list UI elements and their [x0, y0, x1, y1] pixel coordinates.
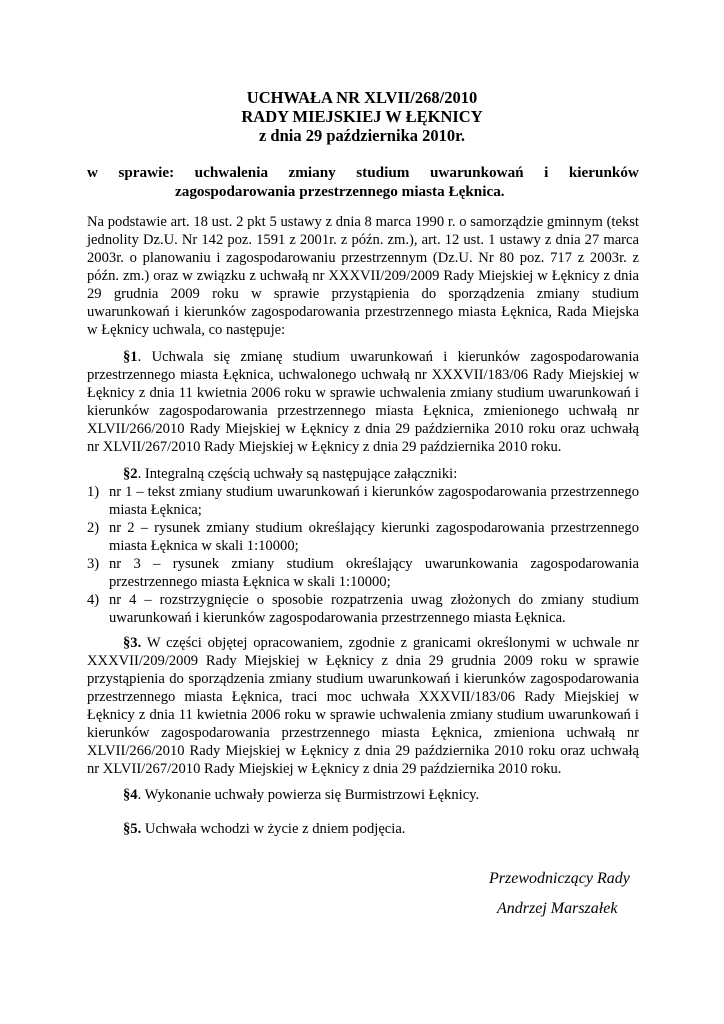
subject-word: sprawie: — [118, 164, 175, 181]
section-3-line: przystąpienia do sporządzenia zmiany studium uwarunkowań i kierunków zagospodarowania — [87, 671, 639, 687]
section-1-line: Łęknicy z dnia 11 kwietnia 2006 roku w sprawie uchwalenia zmiany studium uwarunkowań i — [87, 385, 639, 401]
resolution-subject — [87, 163, 639, 201]
subject-word: w — [87, 164, 98, 181]
subject-word: studium — [356, 164, 410, 181]
section-3-first-line — [87, 634, 639, 652]
section-1-label: §1 — [123, 349, 138, 365]
signature-name: Andrzej Marszałek — [497, 900, 618, 917]
list-item-number: 3) — [87, 556, 100, 572]
list-item-text: nr 3 – rysunek zmiany studium określający uwarunkowania zagospodarowania — [109, 556, 639, 572]
section-2-first-text: . Integralną częścią uchwały są następujące załączniki: — [137, 466, 458, 482]
section-1-line: nr XLVII/267/2010 Rady Miejskiej w Łęknicy z dnia 29 października 2010 roku. — [87, 439, 562, 455]
section-3-line: XXXVII/209/2009 Rady Miejskiej w Łęknicy z dnia 29 grudnia 2009 roku w sprawie — [87, 653, 639, 669]
subject-word: i — [544, 164, 549, 181]
preamble-line: Na podstawie art. 18 ust. 2 pkt 5 ustawy z dnia 8 marca 1990 r. o samorządzie gminnym (tekst — [87, 214, 639, 230]
preamble-line: jednolity Dz.U. Nr 142 poz. 1591 z 2001r. z późn. zm.), art. 12 ust. 1 ustawy z dnia 27 marca — [87, 232, 639, 248]
section-2 — [87, 465, 639, 483]
section-1-line: XLVII/266/2010 Rady Miejskiej w Łęknicy z dnia 29 października 2010 roku oraz uchwałą — [87, 421, 639, 437]
list-item-text: miasta Łęknica w skali 1:10000; — [109, 538, 299, 554]
list-item-number: 1) — [87, 484, 100, 500]
preamble-line: późn. zm.) oraz w związku z uchwałą nr XXXVII/209/2009 Rady Miejskiej w Łęknicy z dnia — [87, 268, 639, 284]
section-5-line — [87, 820, 639, 838]
section-1-first-line — [87, 348, 639, 366]
list-item — [87, 519, 639, 555]
list-item — [87, 483, 639, 519]
section-3-first-text: W części objętej opracowaniem, zgodnie z granicami określonymi w uchwale nr — [141, 635, 639, 651]
section-3-line: nr XLVII/267/2010 Rady Miejskiej w Łęknicy z dnia 29 października 2010 roku. — [87, 761, 562, 777]
preamble-line: 2003r. o planowaniu i zagospodarowaniu przestrzennym (Dz.U. Nr 80 poz. 717 z 2003r. z — [87, 250, 639, 266]
section-4-label: §4 — [123, 787, 138, 803]
resolution-date: z dnia 29 października 2010r. — [258, 126, 466, 145]
attachments-list — [87, 483, 639, 627]
subject-word: uchwalenia — [194, 164, 269, 181]
section-5-label: §5. — [123, 821, 142, 837]
preamble-line: uwarunkowań i kierunków zagospodarowania przestrzennego miasta Łęknica, Rada Miejska — [87, 304, 639, 320]
section-2-label: §2 — [123, 466, 138, 482]
subject-word: kierunków — [568, 164, 639, 181]
section-4-line — [87, 786, 639, 804]
section-1-line: przestrzennego miasta Łęknica, uchwalonego uchwałą nr XXXVII/183/06 Rady Miejskiej w — [87, 367, 639, 383]
section-2-first-line — [87, 465, 639, 483]
list-item-text: nr 2 – rysunek zmiany studium określający kierunki zagospodarowania przestrzennego — [109, 520, 639, 536]
list-item-text: nr 4 – rozstrzygnięcie o sposobie rozpatrzenia uwag złożonych do zmiany studium — [109, 592, 639, 608]
council-name: RADY MIEJSKIEJ W ŁĘKNICY — [241, 107, 483, 126]
subject-line-2: zagospodarowania przestrzennego miasta Łęknica. — [175, 183, 505, 200]
subject-line-1 — [87, 163, 639, 182]
preamble-line: 29 grudnia 2009 roku w sprawie przystąpienia do sporządzenia zmiany studium — [87, 286, 639, 302]
list-item — [87, 555, 639, 591]
preamble-line: w Łęknicy uchwala, co następuje: — [87, 322, 286, 338]
section-4 — [87, 786, 639, 804]
list-item-number: 4) — [87, 592, 100, 608]
section-3-line: XLVII/266/2010 Rady Miejskiej w Łęknicy z dnia 29 października 2010 roku oraz uchwałą — [87, 743, 639, 759]
section-5-text: Uchwała wchodzi w życie z dniem podjęcia. — [141, 821, 406, 837]
section-3-label: §3. — [123, 635, 142, 651]
list-item-text: miasta Łęknica; — [109, 502, 202, 518]
section-3-line: kierunków zagospodarowania przestrzennego miasta Łęknica, zmieniona uchwałą nr — [87, 725, 639, 741]
signature-role: Przewodniczący Rady — [489, 870, 630, 887]
subject-word: zmiany — [288, 164, 336, 181]
list-item-text: uwarunkowań i kierunków zagospodarowania przestrzennego miasta Łęknica. — [109, 610, 566, 626]
section-1 — [87, 348, 639, 456]
preamble — [87, 213, 639, 339]
section-4-text: . Wykonanie uchwały powierza się Burmistrzowi Łęknicy. — [137, 787, 480, 803]
section-3 — [87, 634, 639, 778]
list-item — [87, 591, 639, 627]
resolution-number: UCHWAŁA NR XLVII/268/2010 — [246, 88, 478, 107]
section-3-line: Łęknicy z dnia 11 kwietnia 2006 roku w sprawie uchwalenia zmiany studium uwarunkowań i — [87, 707, 639, 723]
section-3-line: przestrzennego miasta Łęknica, traci moc uchwała XXXVII/183/06 Rady Miejskiej w — [87, 689, 639, 705]
section-5 — [87, 820, 639, 838]
list-item-number: 2) — [87, 520, 100, 536]
subject-word: uwarunkowań — [429, 164, 524, 181]
list-item-text: przestrzennego miasta Łęknica w skali 1:10000; — [109, 574, 391, 590]
section-1-first-text: . Uchwala się zmianę studium uwarunkowań i kierunków zagospodarowania — [137, 349, 639, 365]
list-item-text: nr 1 – tekst zmiany studium uwarunkowań i kierunków zagospodarowania przestrzennego — [109, 484, 639, 500]
section-1-line: kierunków zagospodarowania przestrzennego miasta Łęknica, zmienionego uchwałą nr — [87, 403, 639, 419]
